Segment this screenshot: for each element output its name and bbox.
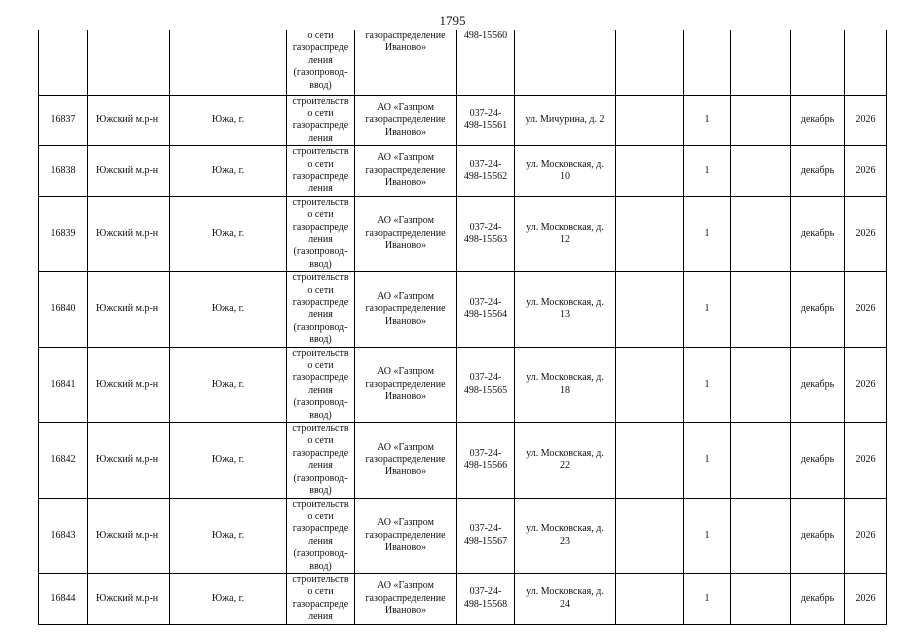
count-cell: 1: [684, 347, 731, 422]
row-number-cell: 16843: [39, 498, 88, 573]
work-type-cell: строительств о сети газораспреде ления: [287, 146, 355, 197]
row-number-cell: 16841: [39, 347, 88, 422]
year-cell: 2026: [845, 423, 887, 498]
row-number-cell: 16837: [39, 95, 88, 146]
empty-cell: [731, 272, 791, 347]
code-cell: 037-24- 498-15562: [457, 146, 515, 197]
row-number-cell: 16839: [39, 196, 88, 271]
organization-cell: АО «Газпром газораспределение Иваново»: [355, 423, 457, 498]
carryover-org-cell: газораспределение Иваново»: [355, 30, 457, 95]
city-cell: Южа, г.: [170, 146, 287, 197]
month-cell: декабрь: [791, 573, 845, 624]
district-cell: Южский м.р-н: [88, 272, 170, 347]
organization-cell: АО «Газпром газораспределение Иваново»: [355, 146, 457, 197]
work-type-cell: строительств о сети газораспреде ления (газопровод- ввод): [287, 498, 355, 573]
empty-cell: [616, 272, 684, 347]
district-cell: Южский м.р-н: [88, 498, 170, 573]
organization-cell: АО «Газпром газораспределение Иваново»: [355, 573, 457, 624]
code-cell: 037-24- 498-15567: [457, 498, 515, 573]
row-number-cell: 16840: [39, 272, 88, 347]
district-cell: Южский м.р-н: [88, 423, 170, 498]
table-row: [39, 347, 887, 422]
address-cell: ул. Московская, д. 24: [515, 573, 616, 624]
count-cell: 1: [684, 272, 731, 347]
carryover-work-cell: о сети газораспреде ления (газопровод- ввод): [287, 30, 355, 95]
empty-cell: [616, 95, 684, 146]
district-cell: Южский м.р-н: [88, 95, 170, 146]
work-type-cell: строительств о сети газораспреде ления (газопровод- ввод): [287, 272, 355, 347]
address-cell: ул. Мичурина, д. 2: [515, 95, 616, 146]
code-cell: 037-24- 498-15561: [457, 95, 515, 146]
month-cell: декабрь: [791, 347, 845, 422]
organization-cell: АО «Газпром газораспределение Иваново»: [355, 196, 457, 271]
carryover-row: [39, 30, 887, 95]
row-number-cell: 16844: [39, 573, 88, 624]
month-cell: декабрь: [791, 146, 845, 197]
year-cell: 2026: [845, 573, 887, 624]
year-cell: 2026: [845, 347, 887, 422]
empty-cell: [731, 347, 791, 422]
table-row: [39, 95, 887, 146]
city-cell: Южа, г.: [170, 423, 287, 498]
month-cell: декабрь: [791, 196, 845, 271]
district-cell: Южский м.р-н: [88, 573, 170, 624]
work-type-cell: строительств о сети газораспреде ления (газопровод- ввод): [287, 196, 355, 271]
district-cell: Южский м.р-н: [88, 347, 170, 422]
city-cell: Южа, г.: [170, 95, 287, 146]
table-body: [39, 30, 887, 624]
code-cell: 037-24- 498-15564: [457, 272, 515, 347]
empty-cell: [731, 196, 791, 271]
table-row: [39, 498, 887, 573]
city-cell: Южа, г.: [170, 498, 287, 573]
city-cell: Южа, г.: [170, 196, 287, 271]
code-cell: 037-24- 498-15563: [457, 196, 515, 271]
empty-cell: [616, 573, 684, 624]
organization-cell: АО «Газпром газораспределение Иваново»: [355, 272, 457, 347]
count-cell: 1: [684, 498, 731, 573]
count-cell: 1: [684, 196, 731, 271]
row-number-cell: 16842: [39, 423, 88, 498]
address-cell: ул. Московская, д. 13: [515, 272, 616, 347]
table-row: [39, 573, 887, 624]
district-cell: Южский м.р-н: [88, 146, 170, 197]
empty-cell: [616, 423, 684, 498]
month-cell: декабрь: [791, 95, 845, 146]
district-cell: Южский м.р-н: [88, 196, 170, 271]
empty-cell: [731, 573, 791, 624]
work-type-cell: строительств о сети газораспреде ления: [287, 95, 355, 146]
empty-cell: [616, 196, 684, 271]
address-cell: ул. Московская, д. 10: [515, 146, 616, 197]
work-type-cell: строительств о сети газораспреде ления (газопровод- ввод): [287, 423, 355, 498]
empty-cell: [731, 146, 791, 197]
page-number: 1795: [439, 13, 466, 28]
year-cell: 2026: [845, 95, 887, 146]
code-cell: 037-24- 498-15566: [457, 423, 515, 498]
month-cell: декабрь: [791, 498, 845, 573]
year-cell: 2026: [845, 498, 887, 573]
row-number-cell: 16838: [39, 146, 88, 197]
month-cell: декабрь: [791, 272, 845, 347]
city-cell: Южа, г.: [170, 272, 287, 347]
empty-cell: [616, 146, 684, 197]
empty-cell: [731, 498, 791, 573]
address-cell: ул. Московская, д. 22: [515, 423, 616, 498]
count-cell: 1: [684, 573, 731, 624]
count-cell: 1: [684, 95, 731, 146]
table-row: [39, 196, 887, 271]
empty-cell: [731, 95, 791, 146]
address-cell: ул. Московская, д. 12: [515, 196, 616, 271]
code-cell: 037-24- 498-15568: [457, 573, 515, 624]
year-cell: 2026: [845, 272, 887, 347]
city-cell: Южа, г.: [170, 347, 287, 422]
organization-cell: АО «Газпром газораспределение Иваново»: [355, 95, 457, 146]
month-cell: декабрь: [791, 423, 845, 498]
carryover-code-cell: 498-15560: [457, 30, 515, 95]
address-cell: ул. Московская, д. 18: [515, 347, 616, 422]
count-cell: 1: [684, 146, 731, 197]
gas-network-table: [38, 30, 887, 625]
empty-cell: [616, 498, 684, 573]
year-cell: 2026: [845, 196, 887, 271]
organization-cell: АО «Газпром газораспределение Иваново»: [355, 347, 457, 422]
empty-cell: [731, 423, 791, 498]
empty-cell: [616, 347, 684, 422]
code-cell: 037-24- 498-15565: [457, 347, 515, 422]
city-cell: Южа, г.: [170, 573, 287, 624]
table-row: [39, 272, 887, 347]
year-cell: 2026: [845, 146, 887, 197]
work-type-cell: строительств о сети газораспреде ления: [287, 573, 355, 624]
organization-cell: АО «Газпром газораспределение Иваново»: [355, 498, 457, 573]
table-row: [39, 146, 887, 197]
work-type-cell: строительств о сети газораспреде ления (газопровод- ввод): [287, 347, 355, 422]
table-row: [39, 423, 887, 498]
address-cell: ул. Московская, д. 23: [515, 498, 616, 573]
count-cell: 1: [684, 423, 731, 498]
